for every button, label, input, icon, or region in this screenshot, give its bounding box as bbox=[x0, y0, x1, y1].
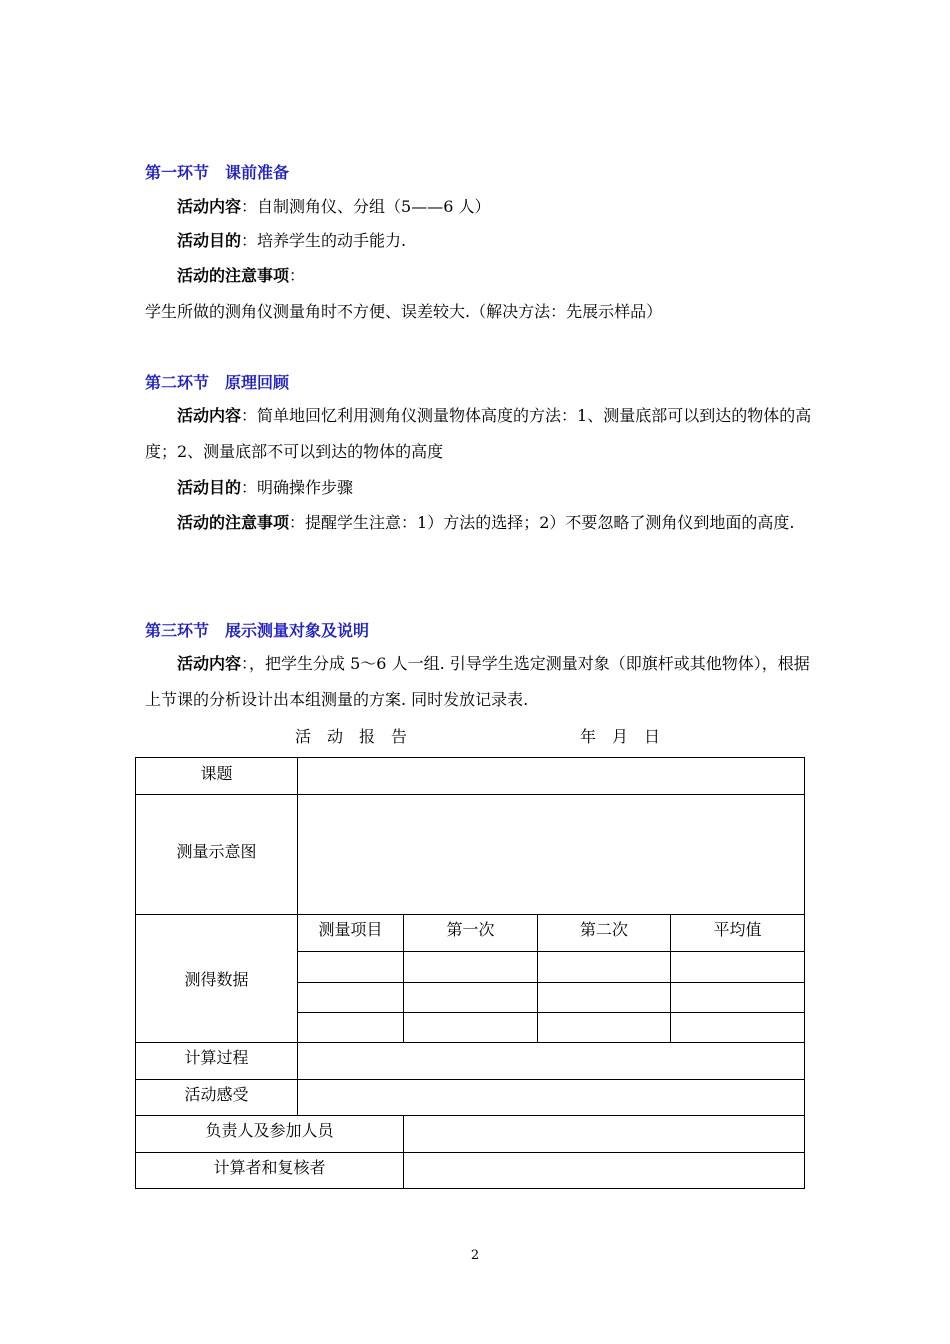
section-1-title: 第一环节 课前准备 bbox=[145, 163, 290, 182]
topic-label: 课题 bbox=[136, 758, 298, 795]
sep: ： bbox=[241, 231, 258, 250]
text: 提醒学生注意：1）方法的选择；2）不要忽略了测角仪到地面的高度. bbox=[305, 513, 795, 532]
data-cell[interactable] bbox=[538, 1013, 671, 1043]
table-row bbox=[136, 1043, 805, 1080]
report-title: 活 动 报 告 bbox=[295, 727, 408, 746]
data-cell[interactable] bbox=[404, 983, 538, 1013]
topic-cell[interactable] bbox=[298, 758, 805, 795]
data-cell[interactable] bbox=[538, 983, 671, 1013]
page-number: 2 bbox=[470, 1248, 480, 1263]
table-row bbox=[136, 915, 805, 952]
label: 活动内容 bbox=[177, 654, 242, 673]
data-header-second: 第二次 bbox=[538, 915, 671, 952]
table-row bbox=[136, 1080, 805, 1116]
text: ，把学生分成 5～6 人一组. 引导学生选定测量对象（即旗杆或其他物体），根据上节课的分析设计出本组测量的方案. 同时发放记录表. bbox=[145, 654, 810, 709]
label: 活动目的 bbox=[177, 231, 242, 250]
checkers-label: 计算者和复核者 bbox=[136, 1153, 404, 1189]
diagram-cell[interactable] bbox=[298, 795, 805, 915]
sep: ： bbox=[241, 406, 258, 425]
table-row bbox=[136, 758, 805, 795]
table-row bbox=[136, 795, 805, 915]
data-label: 测得数据 bbox=[136, 915, 298, 1043]
sep: ： bbox=[241, 478, 258, 497]
section-1-purpose bbox=[145, 223, 820, 259]
calc-label: 计算过程 bbox=[136, 1043, 298, 1080]
data-cell[interactable] bbox=[671, 983, 805, 1013]
data-cell[interactable] bbox=[538, 952, 671, 983]
section-1-notes bbox=[145, 258, 820, 330]
table-row bbox=[136, 1153, 805, 1189]
calc-cell[interactable] bbox=[298, 1043, 805, 1080]
label: 活动内容 bbox=[177, 197, 242, 216]
text: 培养学生的动手能力. bbox=[257, 231, 407, 250]
sep: ： bbox=[241, 654, 250, 673]
table-row bbox=[136, 1116, 805, 1153]
members-label: 负责人及参加人员 bbox=[136, 1116, 404, 1153]
data-header-first: 第一次 bbox=[404, 915, 538, 952]
section-2-purpose bbox=[145, 470, 820, 506]
data-cell[interactable] bbox=[404, 1013, 538, 1043]
report-date: 年 月 日 bbox=[580, 727, 661, 746]
text: 明确操作步骤 bbox=[257, 478, 354, 497]
data-cell[interactable] bbox=[298, 1013, 404, 1043]
data-cell[interactable] bbox=[298, 952, 404, 983]
section-1-content bbox=[145, 189, 820, 225]
text: 学生所做的测角仪测量角时不方便、误差较大.（解决方法：先展示样品） bbox=[145, 302, 663, 321]
label: 活动的注意事项 bbox=[177, 266, 290, 285]
section-2-content bbox=[145, 398, 820, 470]
diagram-label: 测量示意图 bbox=[136, 795, 298, 915]
checkers-cell[interactable] bbox=[404, 1153, 805, 1189]
sep: ： bbox=[241, 197, 258, 216]
feeling-cell[interactable] bbox=[298, 1080, 805, 1116]
feeling-label: 活动感受 bbox=[136, 1080, 298, 1116]
section-2-title: 第二环节 原理回顾 bbox=[145, 373, 290, 392]
label: 活动内容 bbox=[177, 406, 242, 425]
text: 自制测角仪、分组（5——6 人） bbox=[257, 197, 491, 216]
section-3-title: 第三环节 展示测量对象及说明 bbox=[145, 621, 370, 640]
data-cell[interactable] bbox=[671, 1013, 805, 1043]
label: 活动目的 bbox=[177, 478, 242, 497]
data-header-average: 平均值 bbox=[671, 915, 805, 952]
sep: ： bbox=[289, 513, 306, 532]
report-table bbox=[135, 757, 805, 1189]
section-3-content bbox=[145, 646, 820, 718]
data-cell[interactable] bbox=[298, 983, 404, 1013]
section-2-notes bbox=[145, 505, 820, 541]
data-cell[interactable] bbox=[671, 952, 805, 983]
members-cell[interactable] bbox=[404, 1116, 805, 1153]
sep: ： bbox=[289, 266, 306, 285]
text: 简单地回忆利用测角仪测量物体高度的方法：1、测量底部可以到达的物体的高度；2、测量底部不可以到达的物体的高度 bbox=[145, 406, 812, 461]
label: 活动的注意事项 bbox=[177, 513, 290, 532]
data-header-item: 测量项目 bbox=[298, 915, 404, 952]
data-cell[interactable] bbox=[404, 952, 538, 983]
